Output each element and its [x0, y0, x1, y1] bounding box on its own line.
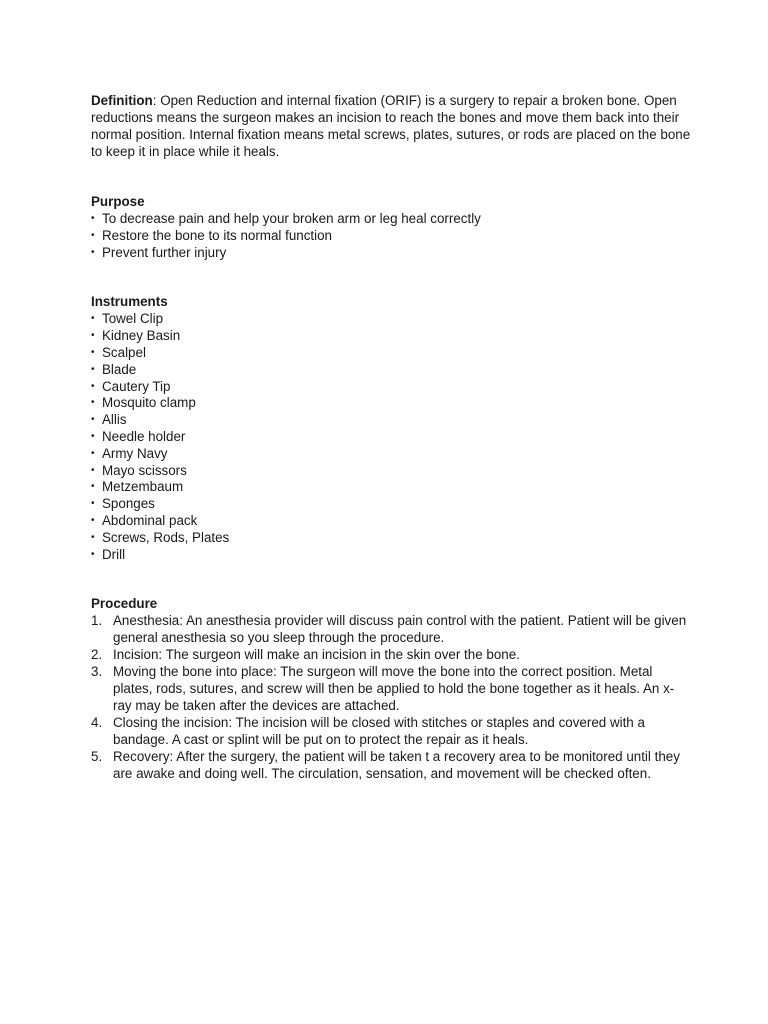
document-page: [91, 92, 691, 782]
procedure-step: [91, 612, 691, 646]
instrument-item: [91, 462, 691, 479]
procedure-heading: Procedure: [91, 596, 158, 612]
bullet-icon: •: [91, 514, 95, 526]
instrument-item-text: Towel Clip: [102, 311, 164, 327]
instrument-item-text: Sponges: [102, 496, 155, 512]
instrument-item-text: Drill: [102, 546, 126, 562]
bullet-icon: •: [91, 447, 95, 459]
procedure-list: [91, 612, 691, 782]
purpose-item: [91, 210, 691, 227]
purpose-item: [91, 244, 691, 261]
purpose-item-text: To decrease pain and help your broken arm or leg heal correctly: [102, 211, 481, 226]
instrument-item-text: Blade: [102, 361, 137, 377]
bullet-icon: •: [91, 414, 95, 426]
instruments-heading: Instruments: [91, 294, 168, 310]
instrument-item: [91, 428, 691, 445]
definition-label: Definition: [91, 93, 153, 108]
instrument-item: [91, 546, 691, 563]
instrument-item: [91, 378, 691, 395]
procedure-step: [91, 663, 691, 714]
definition-section: [91, 92, 691, 160]
procedure-step: [91, 714, 691, 748]
purpose-item-text: Restore the bone to its normal function: [102, 227, 333, 243]
procedure-step: [91, 646, 691, 663]
instrument-item: [91, 512, 691, 529]
bullet-icon: •: [91, 548, 95, 560]
instrument-item-text: Allis: [102, 412, 127, 428]
instrument-item: [91, 529, 691, 546]
bullet-icon: •: [91, 346, 95, 358]
step-number: 1.: [91, 613, 103, 629]
bullet-icon: •: [91, 430, 95, 442]
purpose-section: [91, 193, 691, 260]
bullet-icon: •: [91, 498, 95, 510]
instrument-item: [91, 411, 691, 428]
instrument-item: [91, 344, 691, 361]
bullet-icon: •: [91, 481, 95, 493]
instrument-item-text: Kidney Basin: [102, 328, 181, 344]
step-text: Moving the bone into place: The surgeon will move the bone into the correct position. Metal plates, rods, sutures, and screw will then be applied to hold the bone together as it heals. An x-ray may be taken after the devices are attached.: [113, 664, 675, 714]
purpose-item: [91, 227, 691, 244]
procedure-step: [91, 748, 691, 782]
instrument-item: [91, 445, 691, 462]
bullet-icon: •: [91, 330, 95, 342]
procedure-section: [91, 595, 691, 782]
instrument-item-text: Needle holder: [102, 428, 186, 444]
instruments-list: [91, 310, 691, 562]
bullet-icon: •: [91, 213, 95, 224]
instrument-item-text: Cautery Tip: [102, 378, 171, 394]
instrument-item: [91, 394, 691, 411]
step-number: 2.: [91, 647, 103, 663]
instrument-item-text: Screws, Rods, Plates: [102, 529, 230, 545]
bullet-icon: •: [91, 229, 95, 241]
purpose-item-text: Prevent further injury: [102, 244, 227, 260]
instrument-item-text: Scalpel: [102, 344, 146, 360]
instrument-item: [91, 478, 691, 495]
instrument-item-text: Mosquito clamp: [102, 395, 196, 411]
instrument-item: [91, 361, 691, 378]
bullet-icon: •: [91, 464, 95, 476]
step-text: Closing the incision: The incision will be closed with stitches or staples and covered with a bandage. A cast or splint will be put on to protect the repair as it heals.: [113, 715, 645, 748]
step-text: Anesthesia: An anesthesia provider will discuss pain control with the patient. Patient will be given general anesthesia so you sleep through the procedure.: [113, 613, 687, 646]
bullet-icon: •: [91, 380, 95, 392]
step-number: 5.: [91, 749, 103, 765]
step-number: 4.: [91, 715, 103, 731]
bullet-icon: •: [91, 246, 95, 258]
step-text: Recovery: After the surgery, the patient will be taken t a recovery area to be monitored until they are awake and doing well. The circulation, sensation, and movement will be checked often.: [113, 749, 680, 782]
instrument-item: [91, 327, 691, 344]
bullet-icon: •: [91, 397, 95, 409]
bullet-icon: •: [91, 363, 95, 375]
instruments-section: [91, 293, 691, 562]
instrument-item-text: Army Navy: [102, 445, 168, 461]
bullet-icon: •: [91, 313, 95, 325]
instrument-item: [91, 310, 691, 327]
definition-text: : Open Reduction and internal fixation (ORIF) is a surgery to repair a broken bone. Open reductions means the surgeon makes an incision to reach the bones and move them back into their normal position. Internal fixation means metal screws, plates, sutures, or rods are placed on the bone to keep it in place while it heals.: [91, 93, 691, 159]
step-text: Incision: The surgeon will make an incision in the skin over the bone.: [113, 647, 520, 663]
instrument-item-text: Abdominal pack: [102, 512, 198, 528]
bullet-icon: •: [91, 531, 95, 543]
step-number: 3.: [91, 664, 103, 680]
instrument-item: [91, 495, 691, 512]
purpose-list: [91, 210, 691, 260]
instrument-item-text: Mayo scissors: [102, 462, 187, 478]
instrument-item-text: Metzembaum: [102, 479, 184, 495]
purpose-heading: Purpose: [91, 194, 145, 209]
definition-paragraph: [91, 92, 691, 160]
